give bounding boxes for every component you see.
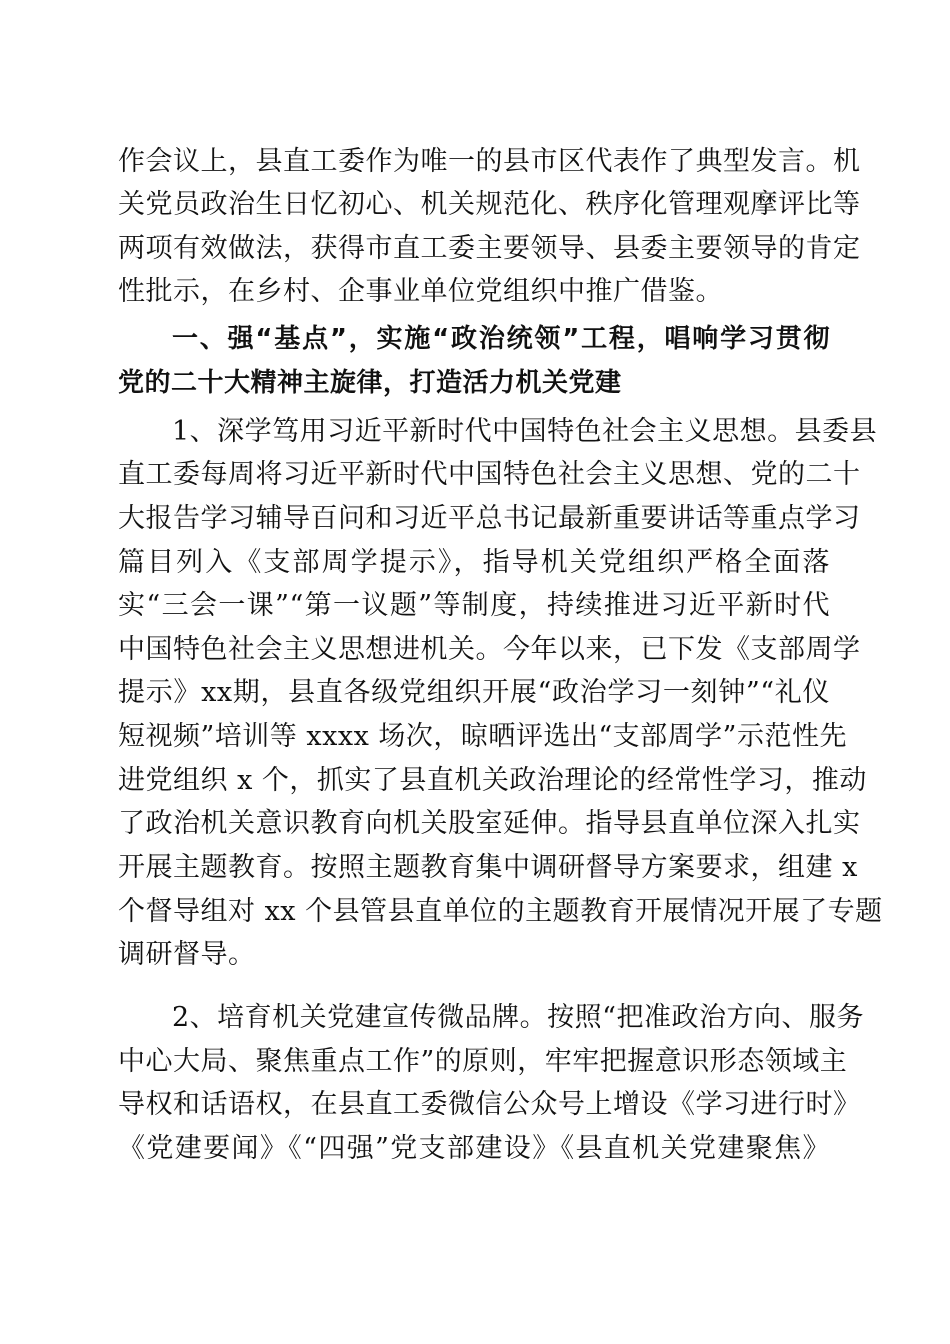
paragraph-line: 调研督导。: [118, 939, 256, 970]
paragraph-line: 短视频”培训等 xxxx 场次，晾晒评选出“支部周学”示范性先: [118, 721, 847, 752]
paragraph-line: 1、深学笃用习近平新时代中国特色社会主义思想。县委县: [172, 416, 878, 447]
paragraph-line: 性批示，在乡村、企事业单位党组织中推广借鉴。: [118, 276, 723, 307]
paragraph-line: 个督导组对 xx 个县管县直单位的主题教育开展情况开展了专题: [118, 896, 883, 927]
paragraph-line: 作会议上，县直工委作为唯一的县市区代表作了典型发言。机: [118, 146, 861, 177]
paragraph-line: 2、培育机关党建宣传微品牌。按照“把准政治方向、服务: [172, 1002, 864, 1033]
paragraph-line: 导权和话语权，在县直工委微信公众号上增设《学习进行时》: [118, 1089, 861, 1120]
paragraph-line: 《党建要闻》《“四强”党支部建设》《县直机关党建聚焦》: [118, 1133, 830, 1164]
paragraph-line: 进党组织 x 个，抓实了县直机关政治理论的经常性学习，推动: [118, 765, 867, 796]
paragraph-line: 篇目列入《支部周学提示》，指导机关党组织严格全面落: [118, 547, 830, 578]
paragraph-line: 两项有效做法，获得市直工委主要领导、县委主要领导的肯定: [118, 233, 861, 264]
paragraph-line: 提示》xx期，县直各级党组织开展“政治学习一刻钟”“礼仪: [118, 677, 830, 708]
paragraph-line: 关党员政治生日忆初心、机关规范化、秩序化管理观摩评比等: [118, 189, 861, 220]
section-heading-line: 党的二十大精神主旋律，打造活力机关党建: [118, 368, 622, 398]
paragraph-line: 大报告学习辅导百问和习近平总书记最新重要讲话等重点学习: [118, 503, 861, 534]
paragraph-line: 直工委每周将习近平新时代中国特色社会主义思想、党的二十: [118, 459, 861, 490]
paragraph-line: 实“三会一课”“第一议题”等制度，持续推进习近平新时代: [118, 590, 830, 621]
paragraph-line: 中心大局、聚焦重点工作”的原则，牢牢把握意识形态领域主: [118, 1046, 848, 1077]
section-heading-line: 一、强“基点”，实施“政治统领”工程，唱响学习贯彻: [172, 324, 830, 354]
paragraph-line: 了政治机关意识教育向机关股室延伸。指导县直单位深入扎实: [118, 808, 861, 839]
paragraph-line: 开展主题教育。按照主题教育集中调研督导方案要求，组建 x: [118, 852, 858, 883]
paragraph-line: 中国特色社会主义思想进机关。今年以来，已下发《支部周学: [118, 634, 861, 665]
